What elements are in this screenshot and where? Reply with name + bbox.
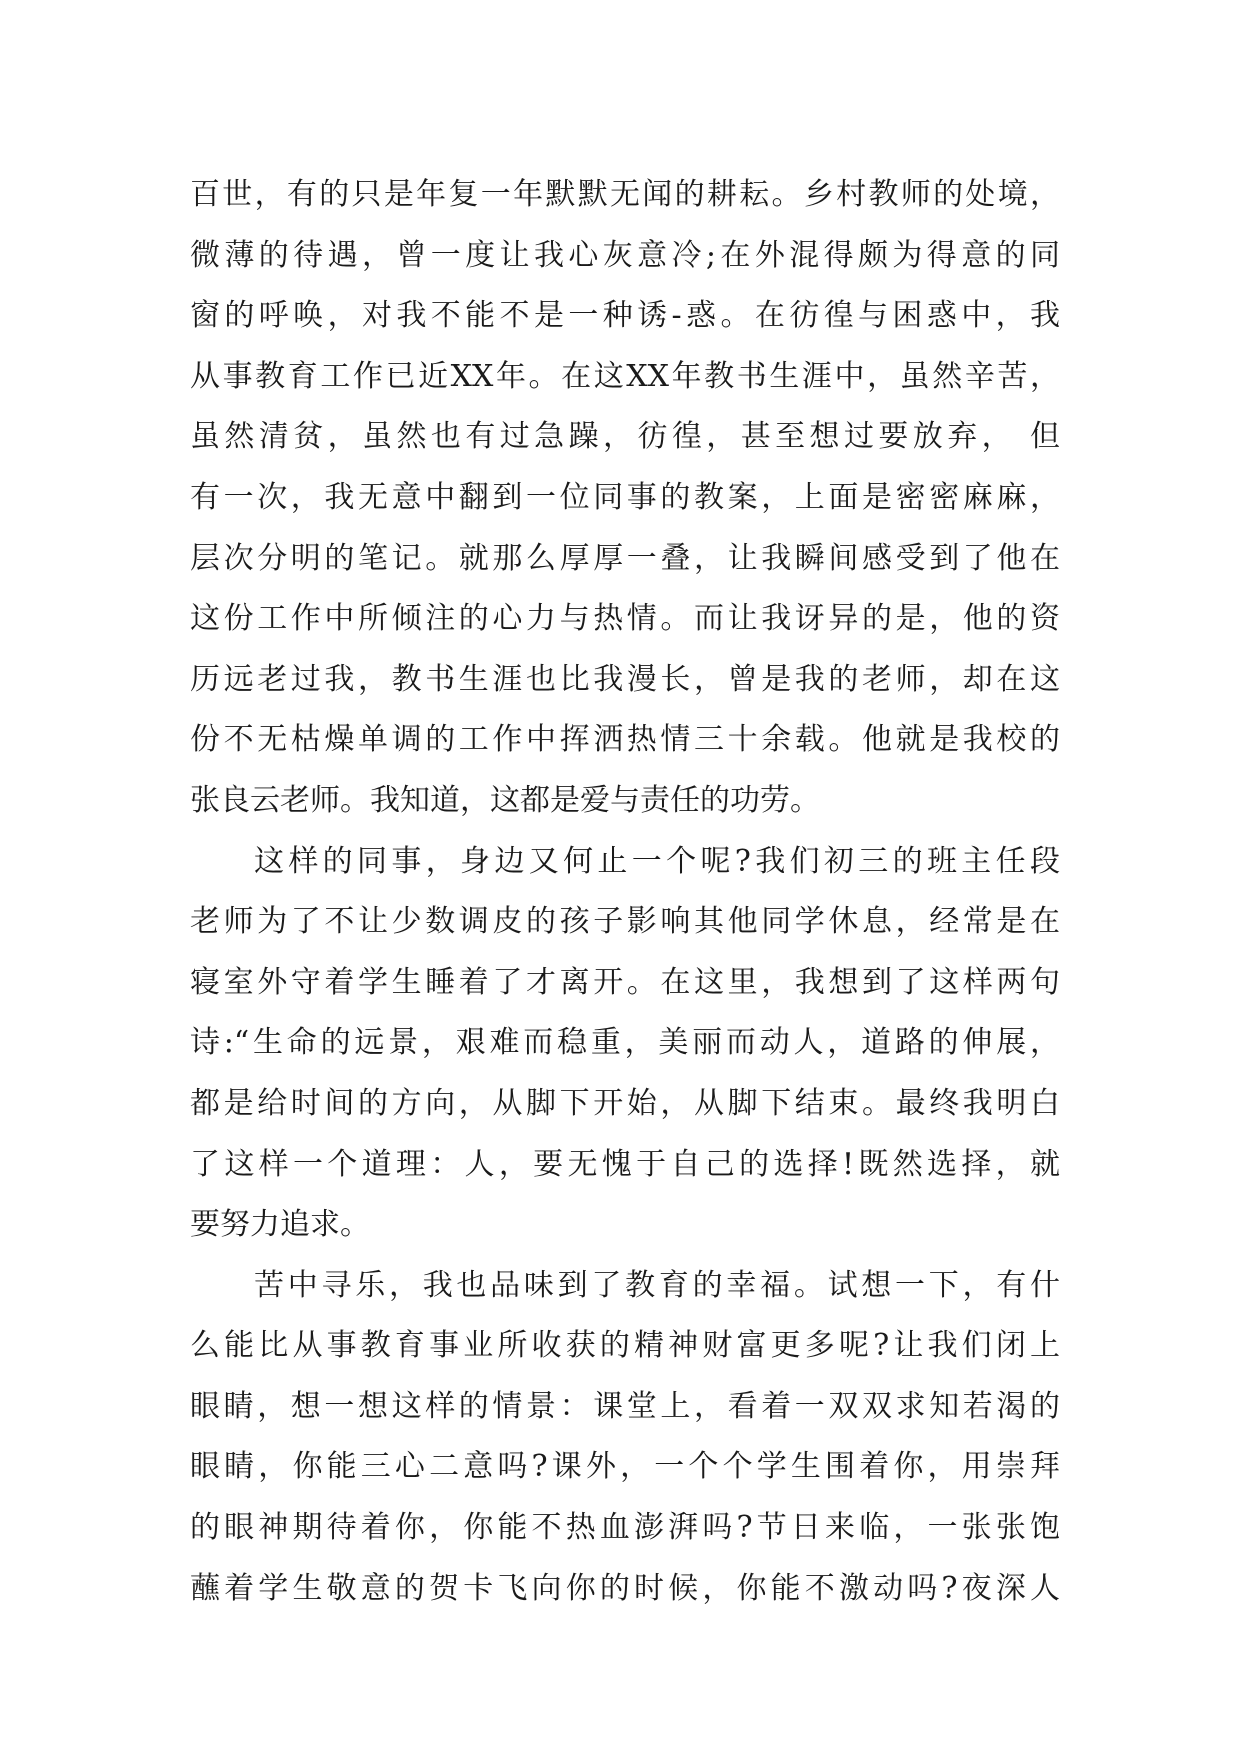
- text-line: 份不无枯燥单调的工作中挥洒热情三十余载。他就是我校的: [190, 722, 1060, 758]
- text-line: 老师为了不让少数调皮的孩子影响其他同学休息，经常是在: [190, 904, 1060, 940]
- text-line: 么能比从事教育事业所收获的精神财富更多呢?让我们闭上: [190, 1328, 1060, 1364]
- text-line: 有一次，我无意中翻到一位同事的教案，上面是密密麻麻，: [190, 479, 1060, 515]
- text-line: 蘸着学生敬意的贺卡飞向你的时候，你能不激动吗?夜深人: [190, 1570, 1060, 1606]
- text-line: 从事教育工作已近XX年。在这XX年教书生涯中，虽然辛苦，: [190, 358, 1060, 394]
- text-line: 都是给时间的方向，从脚下开始，从脚下结束。最终我明白: [190, 1085, 1060, 1121]
- text-line: 虽然清贫，虽然也有过急躁，彷徨，甚至想过要放弃， 但: [190, 419, 1060, 455]
- text-line: 要努力追求。: [190, 1207, 370, 1243]
- text-line: 这份工作中所倾注的心力与热情。而让我讶异的是，他的资: [190, 601, 1060, 637]
- text-line-paragraph-start: 这样的同事，身边又何止一个呢?我们初三的班主任段: [254, 843, 1060, 879]
- text-line: 百世，有的只是年复一年默默无闻的耕耘。乡村教师的处境，: [190, 177, 1060, 212]
- text-line-paragraph-start: 苦中寻乐，我也品味到了教育的幸福。试想一下，有什: [254, 1267, 1060, 1303]
- text-line: 眼睛，想一想这样的情景：课堂上，看着一双双求知若渴的: [190, 1388, 1060, 1424]
- text-line: 诗:“生命的远景，艰难而稳重，美丽而动人，道路的伸展，: [190, 1025, 1060, 1061]
- text-line: 窗的呼唤，对我不能不是一种诱-惑。在彷徨与困惑中，我: [190, 298, 1060, 334]
- text-line: 的眼神期待着你，你能不热血澎湃吗?节日来临，一张张饱: [190, 1510, 1060, 1546]
- text-line: 历远老过我，教书生涯也比我漫长，曾是我的老师，却在这: [190, 661, 1060, 697]
- text-line: 张良云老师。我知道，这都是爱与责任的功劳。: [190, 782, 820, 818]
- text-line: 寝室外守着学生睡着了才离开。在这里，我想到了这样两句: [190, 964, 1060, 1000]
- text-line: 层次分明的笔记。就那么厚厚一叠，让我瞬间感受到了他在: [190, 540, 1060, 576]
- document-body: [190, 165, 1060, 1619]
- text-line: 了这样一个道理：人，要无愧于自己的选择!既然选择，就: [190, 1146, 1060, 1182]
- text-line: 微薄的待遇，曾一度让我心灰意冷;在外混得颇为得意的同: [190, 237, 1060, 273]
- text-line: 眼睛，你能三心二意吗?课外，一个个学生围着你，用崇拜: [190, 1449, 1060, 1485]
